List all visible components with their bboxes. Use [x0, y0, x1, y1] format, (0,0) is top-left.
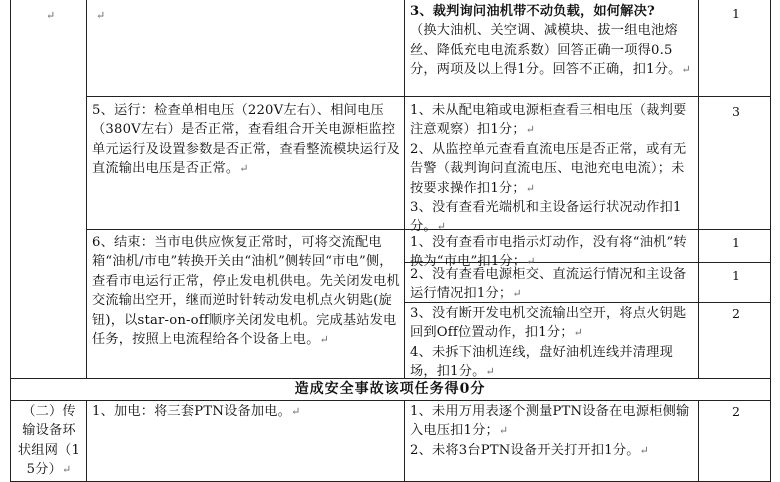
ptn-criterion-1: 1、未用万用表逐个测量PTN设备在电源柜侧输入电压扣1分；↵ [410, 404, 690, 439]
ptn-criterion-2: 2、未将3台PTN设备开关打开扣1分。↵ [410, 442, 650, 458]
score-q3: 1 [732, 6, 740, 21]
end-criterion-2-cell [410, 265, 694, 304]
column-divider-step-lower [404, 400, 405, 482]
score-end-1: 1 [732, 235, 740, 250]
run-criterion-2: 2、从监控单元查看直流电压是否正常，或有无告警（裁判询问直流电压、电池充电电流）；未按要求操作扣1分；↵ [410, 141, 687, 196]
row-divider-1 [86, 96, 771, 97]
ptn-category-cell [16, 402, 82, 480]
end-criterion-3: 3、没有断开发电机交流输出空开，将点火钥匙回到Off位置动作，扣1分；↵ [410, 306, 687, 341]
run-step-text: 5、运行：检查单相电压（220V左右）、相间电压（380V左右）是否正常，查看组合开关电源柜监控单元运行及设置参数是否正常，查看整流模块运行及直流输出电压是否正常。↵ [92, 103, 400, 177]
question-body: （换大油机、关空调、减模块、拔一组电池熔丝、降低充电电流系数）回答正确一项得0.5分，两项及以上得1分。回答不正确，扣1分。↵ [410, 23, 691, 78]
end-criterion-4: 4、未拆下油机连线，盘好油机连线并清理现场，扣1分。↵ [410, 344, 673, 380]
end-step-cell [92, 233, 400, 349]
run-step-cell [92, 101, 400, 179]
run-criterion-1: 1、未从配电箱或电源柜查看三相电压（裁判要注意观察）扣1分；↵ [410, 103, 687, 138]
category-cell-mark: ↵ [46, 9, 56, 22]
question-title: 3、裁判询问油机带不动负载，如何解决? [410, 4, 655, 19]
question-cell [410, 2, 694, 80]
ptn-step-text: 1、加电：将三套PTN设备加电。↵ [92, 404, 301, 419]
ptn-category-text: （二）传输设备环状组网（15分）↵ [17, 404, 81, 478]
column-divider-category-lower [86, 400, 87, 482]
table-border-left [10, 0, 11, 482]
banner-bottom [10, 400, 771, 401]
column-divider-score [698, 0, 699, 378]
column-divider-step [404, 0, 405, 378]
table-border-right [770, 0, 771, 482]
ptn-criteria-cell [410, 402, 694, 460]
step-cell-mark: ↵ [96, 9, 106, 22]
end-criterion-2: 2、没有查看电源柜交、直流运行情况和主设备运行情况扣1分；↵ [410, 267, 687, 302]
score-run: 3 [732, 104, 740, 119]
score-ptn: 2 [732, 404, 740, 419]
score-end-2: 1 [732, 268, 740, 283]
ptn-step-cell [92, 402, 400, 421]
end-step-text: 6、结束：当市电供应恢复正常时，可将交流配电箱“油机/市电”转换开关由“油机”侧转回“市电”侧，查看市电运行正常，停止发电机供电。先关闭发电机交流输出空开，继而逆时针转动发电机点火钥匙(旋钮)，以star-on-off顺序关闭发电机。完成基站发电任务，按照上电流程给各个设备上电。↵ [92, 235, 400, 348]
end-criterion-3-cell [410, 304, 694, 382]
safety-banner: 造成安全事故该项任务得0分 [294, 381, 486, 397]
score-end-3: 2 [732, 306, 740, 321]
end-criterion-1: 1、没有查看市电指示灯动作，没有将“油机”转换为“市电”扣1分；↵ [410, 235, 687, 270]
run-criterion-3: 3、没有查看光端机和主设备运行状况动作扣1分。↵ [410, 200, 682, 235]
column-divider-category [86, 0, 87, 378]
column-divider-score-lower [698, 400, 699, 482]
run-criteria-cell [410, 101, 694, 237]
